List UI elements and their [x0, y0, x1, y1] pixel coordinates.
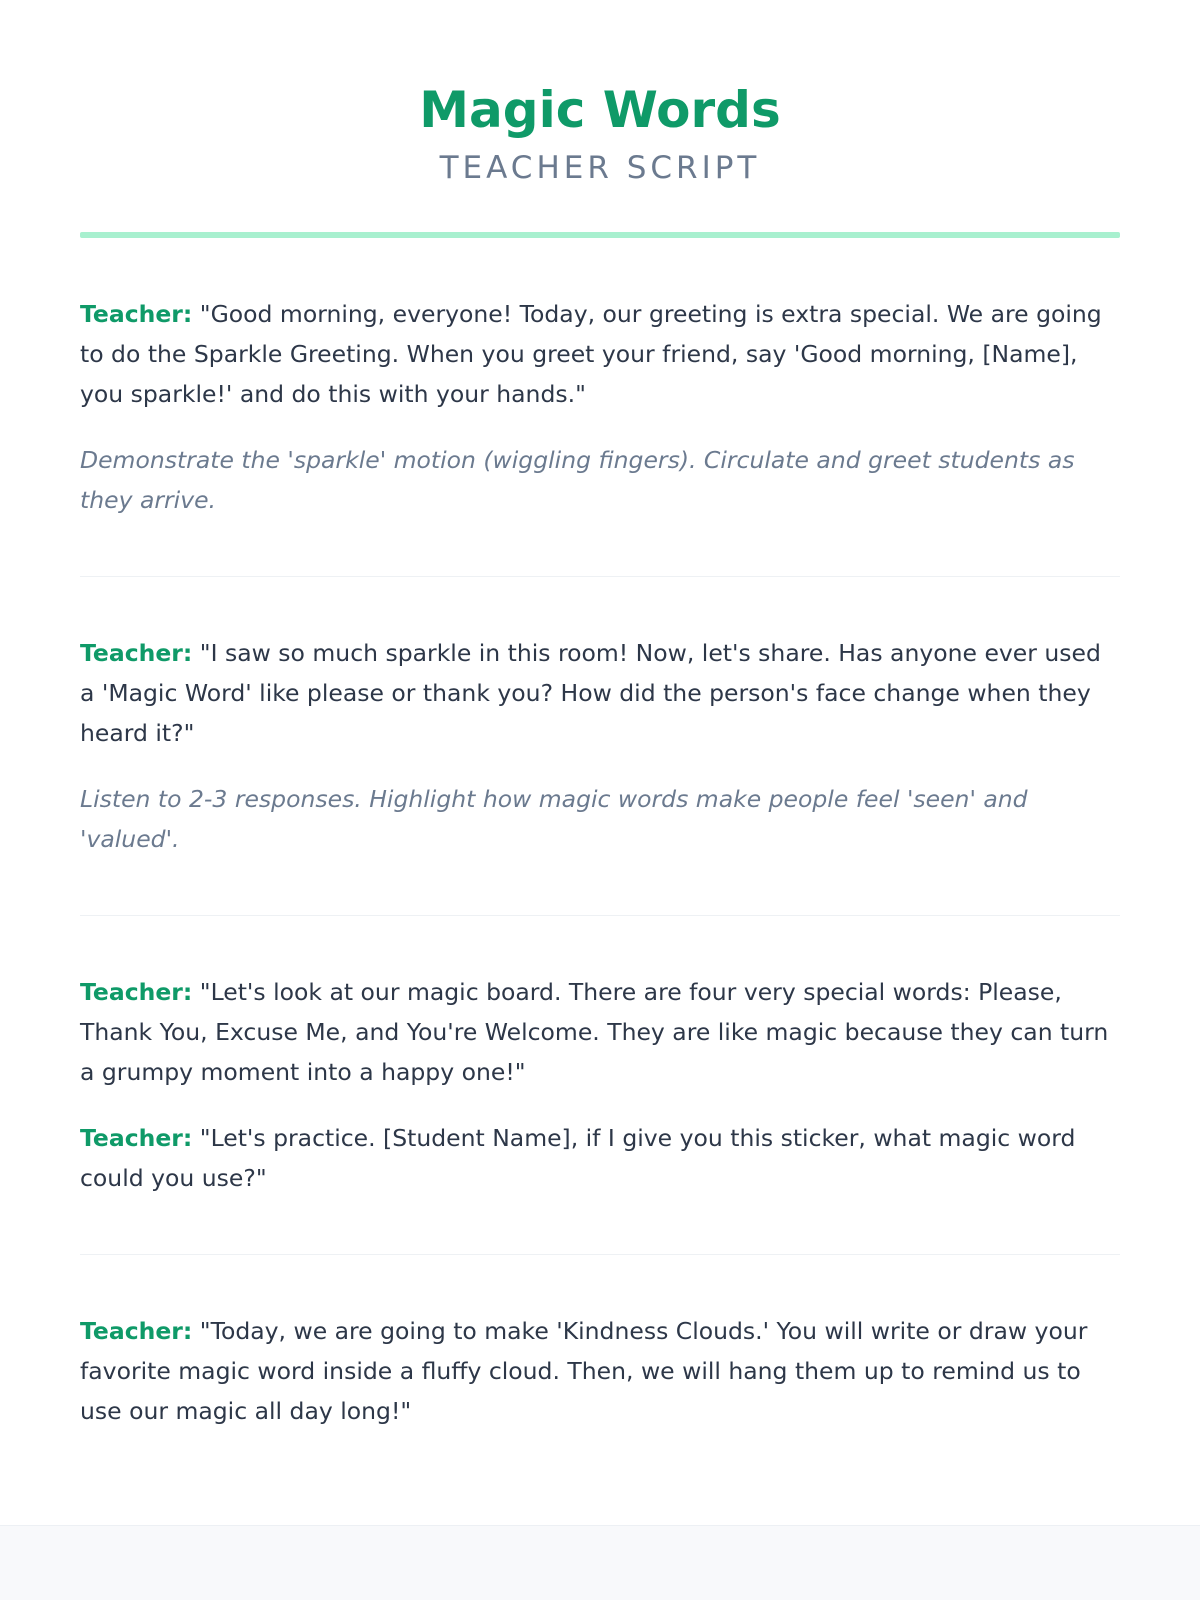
script-section-greeting	[80, 238, 1120, 577]
script-section-activity	[80, 1255, 1120, 1487]
dialogue-text: "Let's practice. [Student Name], if I give you this sticker, what magic word could you use?"	[80, 1124, 1076, 1192]
teacher-line	[80, 1118, 1120, 1198]
speaker-label: Teacher:	[80, 1317, 193, 1345]
header	[80, 78, 1120, 188]
teacher-line	[80, 972, 1120, 1092]
stage-direction: Demonstrate the 'sparkle' motion (wiggling fingers). Circulate and greet students as they arrive.	[80, 446, 1075, 514]
speaker-label: Teacher:	[80, 1124, 193, 1152]
dialogue-text: "Let's look at our magic board. There are four very special words: Please, Thank You, Excuse Me, and You're Welcome. They are like magic because they can turn a grumpy moment into a happy one!"	[80, 978, 1109, 1086]
dialogue-text: "I saw so much sparkle in this room! Now, let's share. Has anyone ever used a 'Magic Word' like please or thank you? How did the person's face change when they heard it?"	[80, 639, 1101, 747]
dialogue-text: "Today, we are going to make 'Kindness Clouds.' You will write or draw your favorite magic word inside a fluffy cloud. Then, we will hang them up to remind us to use our magic all day long!"	[80, 1317, 1088, 1425]
speaker-label: Teacher:	[80, 639, 193, 667]
speaker-label: Teacher:	[80, 300, 193, 328]
teacher-line	[80, 1311, 1120, 1431]
teacher-line	[80, 294, 1120, 414]
speaker-label: Teacher:	[80, 978, 193, 1006]
stage-direction: Listen to 2-3 responses. Highlight how magic words make people feel 'seen' and 'valued'.	[80, 785, 1028, 853]
page-subtitle: TEACHER SCRIPT	[439, 150, 761, 186]
page-title: Magic Words	[419, 81, 781, 139]
script-section-magic-board	[80, 916, 1120, 1255]
dialogue-text: "Good morning, everyone! Today, our greeting is extra special. We are going to do the Sparkle Greeting. When you greet your friend, say 'Good morning, [Name], you sparkle!' and do this with your hands."	[80, 300, 1102, 408]
script-section-sharing	[80, 577, 1120, 916]
teacher-line	[80, 633, 1120, 753]
